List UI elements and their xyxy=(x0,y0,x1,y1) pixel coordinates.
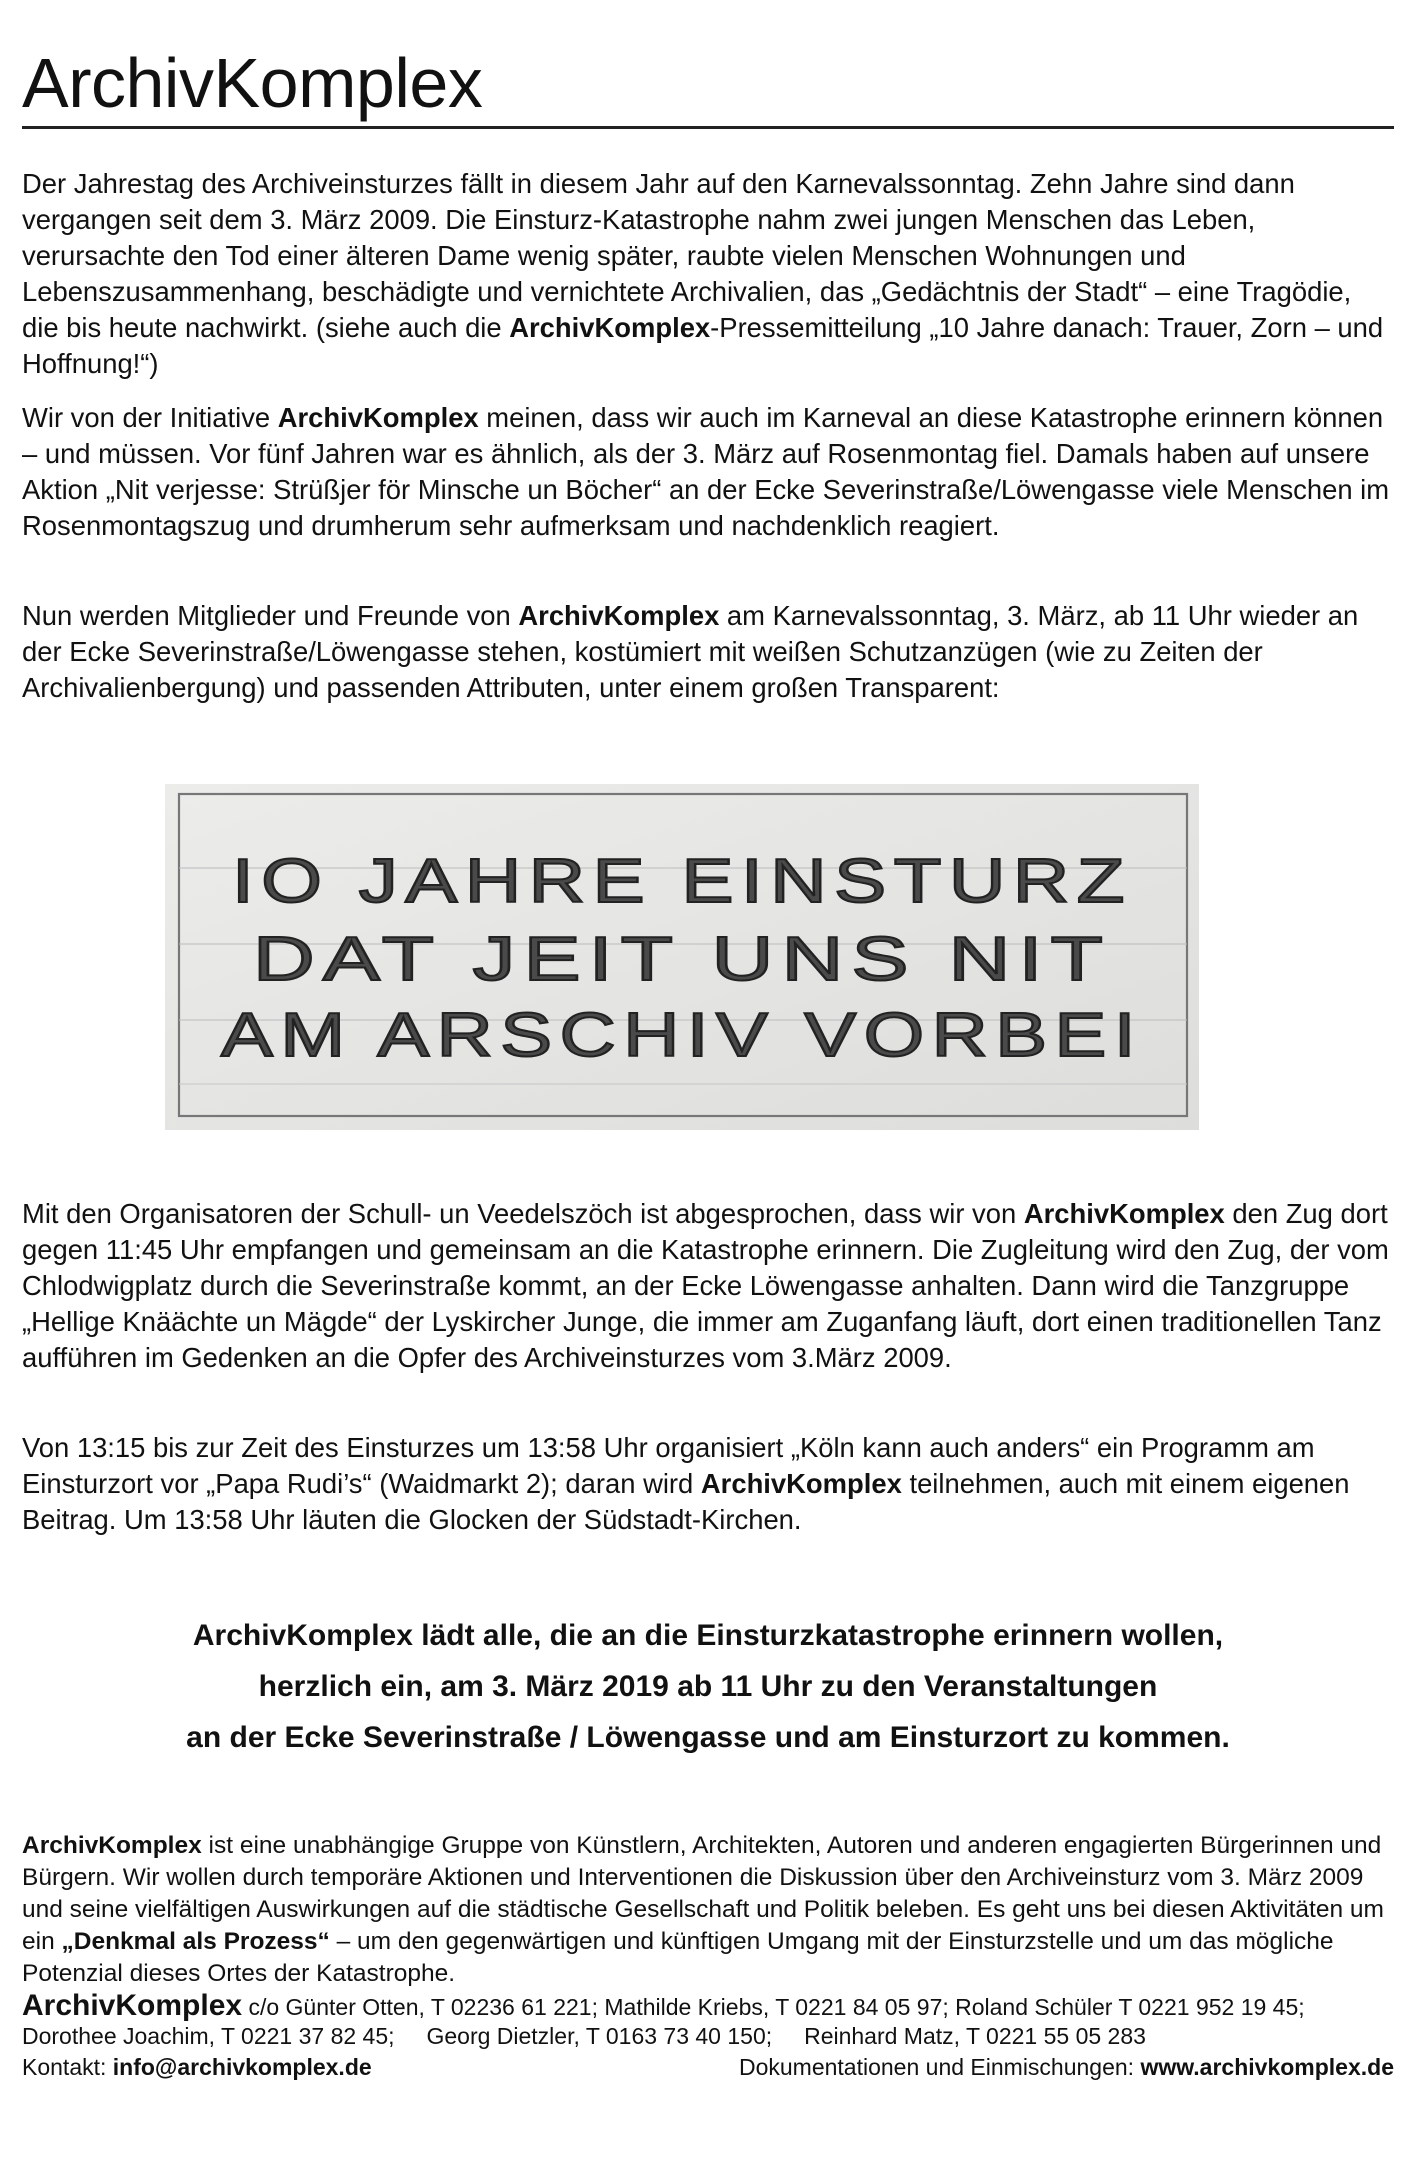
text: Wir von der Initiative xyxy=(22,402,278,433)
contact-footer xyxy=(22,1990,1394,2083)
banner-image xyxy=(165,784,1199,1130)
text: Der Jahrestag des Archiveinsturzes fällt in diesem Jahr auf den Karnevalssonntag. Zehn Jahre sind dann vergangen seit dem 3. März 2009. Die Einsturz-Katastrophe nahm zwei jungen Menschen das Leben, verursachte den Tod einer älteren Dame wenig später, raubte vielen Menschen Wohnungen und Lebenszusammenhang, beschädigte und vernichtete Archivalien, das „Gedächtnis der Stadt“ – eine Tragödie, die bis heute nachwirkt. (siehe auch die xyxy=(22,168,1352,343)
text: ist eine unabhängige Gruppe von Künstlern, Architekten, Autoren und anderen engagierten Bürgerinnen und Bürgern. Wir wollen durch temporäre Aktionen und Interventionen die Diskussion über den Archiveinsturz vom 3. März 2009 und seine vielfältigen Auswirkungen auf die städtische Gesellschaft und Politik beleben. Es geht uns bei diesen Aktivitäten um ein xyxy=(22,1832,1384,1955)
text: den Zug dort gegen 11:45 Uhr empfangen und gemeinsam an die Katastrophe erinnern. Die Zugleitung wird den Zug, der vom Chlodwigplatz durch die Severinstraße kommt, an der Ecke Löwengasse anhalten. Dann wird die Tanzgruppe „Hellige Knäächte un Mägde“ der Lyskircher Junge, die immer am Zuganfang läuft, dort einen traditionellen Tanz aufführen im Gedenken an die Opfer des Archiveinsturzes vom 3.März 2009. xyxy=(22,1198,1389,1373)
paragraph-anniversary xyxy=(22,166,1394,382)
brand-name: ArchivKomplex xyxy=(277,402,479,433)
brand-name: ArchivKomplex xyxy=(509,312,711,343)
contact-line-3 xyxy=(22,2052,1394,2083)
contact-line-1 xyxy=(22,1990,1394,2021)
website-link[interactable]: www.archivkomplex.de xyxy=(1140,2054,1394,2080)
text: teilnehmen, auch mit einem eigenen Beitrag. Um 13:58 Uhr läuten die Glocken der Südstadt-Kirchen. xyxy=(22,1468,1350,1535)
title-underline xyxy=(22,126,1394,129)
email-link[interactable]: info@archivkomplex.de xyxy=(112,2054,372,2080)
text: -Pressemitteilung „10 Jahre danach: Trauer, Zorn – und Hoffnung!“) xyxy=(22,312,1384,379)
page-title: ArchivKomplex xyxy=(22,44,483,122)
contact-persons-1: c/o Günter Otten, T 02236 61 221; Mathilde Kriebs, T 0221 84 05 97; Roland Schüler T 0221 952 19 45; xyxy=(242,1994,1305,2020)
text: Mit den Organisatoren der Schull- un Veedelszöch ist abgesprochen, dass wir von xyxy=(22,1198,1024,1229)
invitation-line-2: herzlich ein, am 3. März 2019 ab 11 Uhr zu den Veranstaltungen xyxy=(258,1670,1158,1703)
banner-svg xyxy=(165,784,1199,1130)
banner-line-1: IO JAHRE EINSTURZ xyxy=(232,847,1132,916)
banner-line-3: AM ARSCHIV VORBEI xyxy=(221,1001,1143,1070)
invitation-line-3: an der Ecke Severinstraße / Löwengasse und am Einsturzort zu kommen. xyxy=(186,1721,1230,1754)
contact-label: Kontakt: xyxy=(22,2054,113,2080)
paragraph-parade xyxy=(22,1196,1394,1376)
text: – um den gegenwärtigen und künftigen Umgang mit der Einsturzstelle und um das mögliche Potenzial dieses Ortes der Katastrophe. xyxy=(22,1928,1334,1987)
invitation-block xyxy=(22,1610,1394,1763)
paragraph-initiative xyxy=(22,400,1394,544)
text: am Karnevalssonntag, 3. März, ab 11 Uhr wieder an der Ecke Severinstraße/Löwengasse stehen, kostümiert mit weißen Schutzanzügen (wie zu Zeiten der Archivalienbergung) und passenden Attributen, unter einem großen Transparent: xyxy=(22,600,1359,703)
brand-name: ArchivKomplex xyxy=(518,600,720,631)
website-group xyxy=(739,2052,1394,2083)
banner-line-2: DAT JEIT UNS NIT xyxy=(253,925,1111,994)
contact-persons-2: Dorothee Joachim, T 0221 37 82 45; Georg Dietzler, T 0163 73 40 150; Reinhard Matz, T 0221 55 05 283 xyxy=(22,2023,1146,2049)
brand-name: ArchivKomplex xyxy=(700,1468,902,1499)
brand-name: ArchivKomplex xyxy=(1023,1198,1225,1229)
text: meinen, dass wir auch im Karneval an diese Katastrophe erinnern können – und müssen. Vor fünf Jahren war es ähnlich, als der 3. März auf Rosenmontag fiel. Damals haben auf unsere Aktion „Nit verjesse: Strüßjer för Minsche un Böcher“ an der Ecke Severinstraße/Löwengasse viele Menschen im Rosenmontagszug und drumherum sehr aufmerksam und nachdenklich reagiert. xyxy=(22,402,1390,541)
invitation-line-1: ArchivKomplex lädt alle, die an die Einsturzkatastrophe erinnern wollen, xyxy=(192,1619,1224,1652)
highlight-denkmal: „Denkmal als Prozess“ xyxy=(61,1928,330,1955)
brand-name: ArchivKomplex xyxy=(22,1832,202,1859)
website-label: Dokumentationen und Einmischungen: xyxy=(738,2054,1141,2080)
contact-line-2 xyxy=(22,2021,1394,2052)
contact-email-group xyxy=(22,2052,372,2083)
about-paragraph xyxy=(22,1830,1394,1990)
paragraph-members xyxy=(22,598,1394,706)
text: Von 13:15 bis zur Zeit des Einsturzes um 13:58 Uhr organisiert „Köln kann auch anders“ ein Programm am Einsturzort vor „Papa Rudi’s“ (Waidmarkt 2); daran wird xyxy=(22,1432,1315,1499)
brand-name: ArchivKomplex xyxy=(22,1989,243,2022)
paragraph-program xyxy=(22,1430,1394,1538)
text: Nun werden Mitglieder und Freunde von xyxy=(22,600,519,631)
